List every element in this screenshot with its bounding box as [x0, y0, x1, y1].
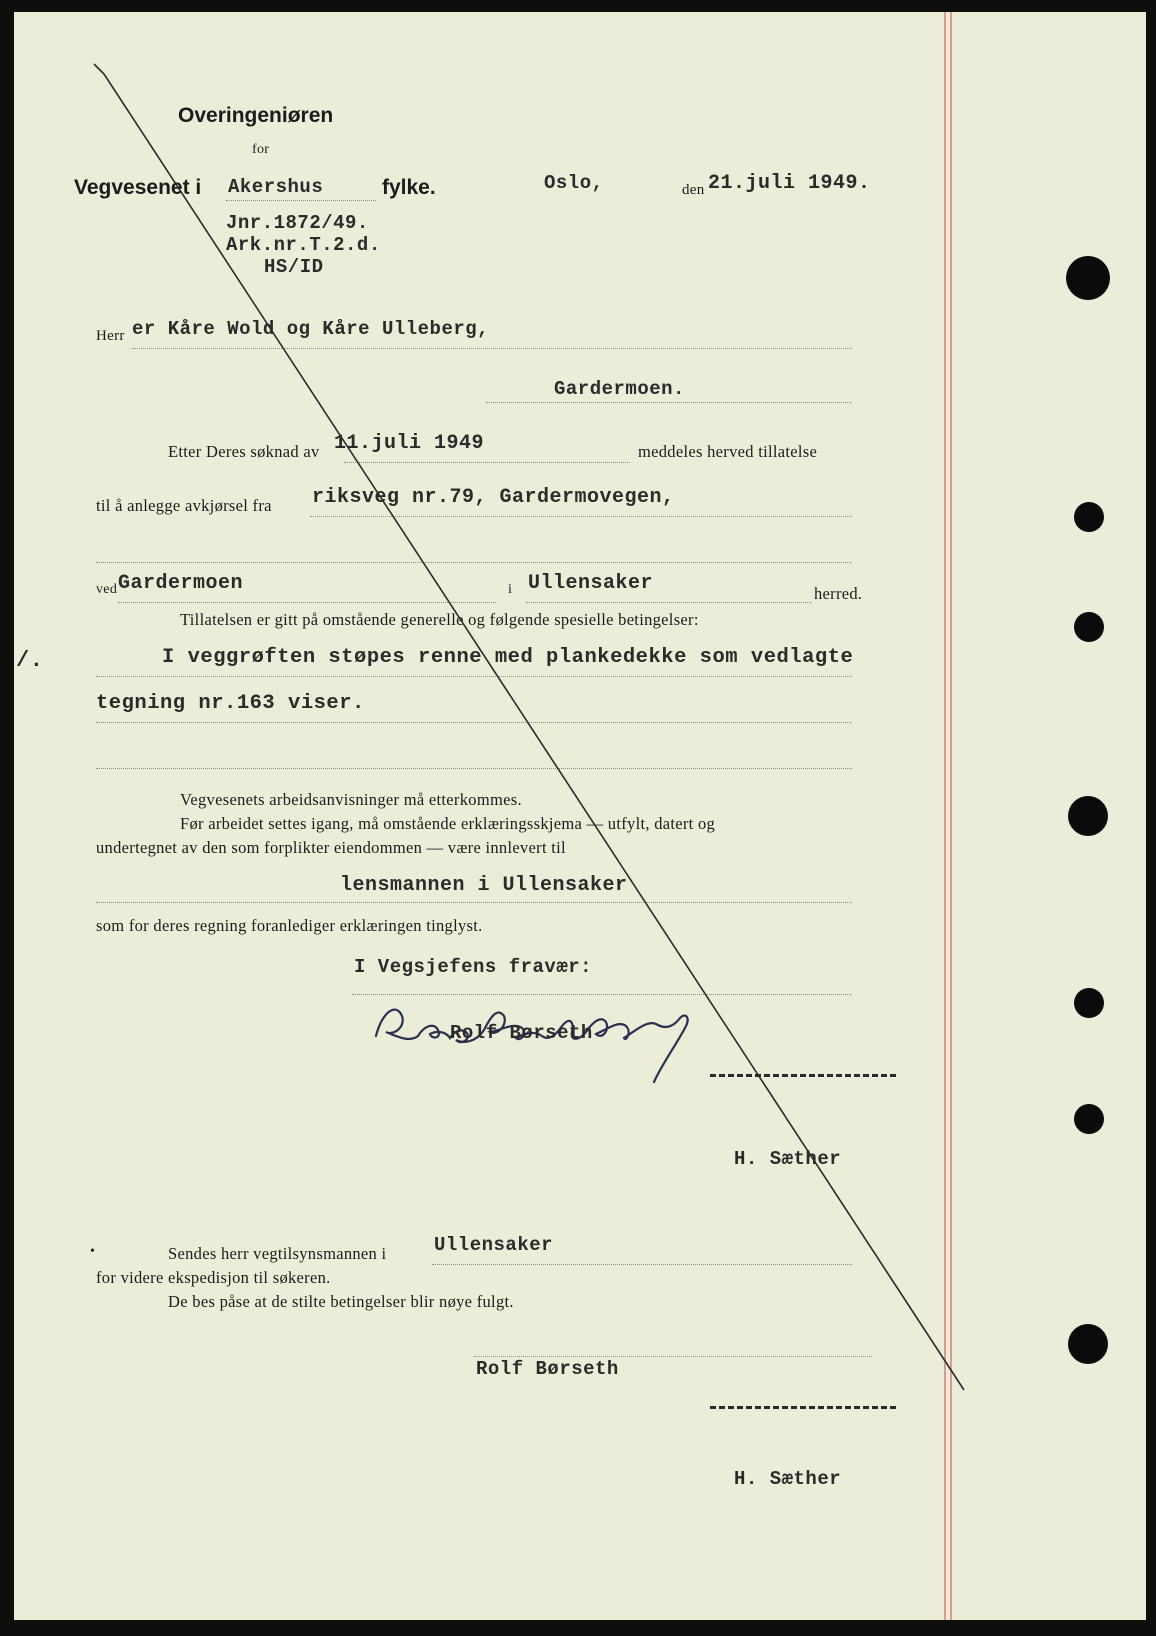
municipality-value: Ullensaker: [528, 572, 654, 595]
punch-hole: [1068, 1324, 1108, 1364]
address-dotted-line: [486, 402, 852, 403]
for-label: for: [252, 142, 270, 157]
condition-line-1: I veggrøften støpes renne med plankedekke som vedlagte: [162, 646, 854, 669]
den-label: den: [682, 182, 705, 198]
letter-date: 21.juli 1949.: [708, 172, 871, 195]
ved-dotted-line: [118, 602, 496, 603]
municipality-dotted-line: [526, 602, 812, 603]
signer-name-1: Rolf Børseth: [450, 1022, 593, 1044]
herred-label: herred.: [814, 584, 863, 603]
road-dotted-line: [310, 516, 852, 517]
margin-mark: /.: [16, 648, 44, 673]
punch-hole: [1074, 988, 1104, 1018]
punch-hole: [1068, 796, 1108, 836]
recipient-address: Gardermoen.: [554, 378, 685, 400]
registration-line: som for deres regning foranlediger erklæringen tinglyst.: [96, 916, 483, 935]
i-label: i: [508, 582, 513, 597]
absence-note: I Vegsjefens fravær:: [354, 956, 593, 978]
document-page: [14, 12, 1146, 1620]
recipient-name: er Kåre Wold og Kåre Ulleberg,: [132, 318, 490, 340]
ved-place: Gardermoen: [118, 572, 244, 595]
archive-number: Ark.nr.T.2.d.: [226, 234, 381, 256]
punch-hole: [1074, 502, 1104, 532]
condition-dotted-line-1: [96, 676, 852, 677]
forwarding-dotted-line: [432, 1264, 852, 1265]
county-value: Akershus: [228, 176, 324, 198]
forwarding-line-2: for videre ekspedisjon til søkeren.: [96, 1268, 331, 1287]
road-value: riksveg nr.79, Gardermovegen,: [312, 486, 675, 509]
punch-hole: [1074, 612, 1104, 642]
signature-rule-1: [710, 1074, 896, 1077]
journal-number: Jnr.1872/49.: [226, 212, 369, 234]
application-prefix: Etter Deres søknad av: [168, 442, 320, 461]
margin-rule-left: [944, 12, 946, 1620]
deliver-to: lensmannen i Ullensaker: [340, 874, 628, 897]
deliver-dotted-line: [96, 902, 852, 903]
conditions-intro: Tillatelsen er gitt på omstående generelle og følgende spesielle betingelser:: [180, 610, 699, 629]
signature-dotted-line: [352, 994, 852, 995]
vegvesenet-label: Vegvesenet i: [74, 176, 202, 199]
instructions-line-3: undertegnet av den som forplikter eiendommen — være innlevert til: [96, 838, 566, 857]
instructions-line-2: Før arbeidet settes igang, må omstående erklæringsskjema — utfylt, datert og: [180, 814, 716, 833]
permission-text: meddeles herved tillatelse: [638, 442, 818, 461]
initials: HS/ID: [264, 256, 324, 278]
place-value: Oslo,: [544, 172, 604, 194]
signer-name-2: Rolf Børseth: [476, 1358, 619, 1380]
condition-line-2: tegning nr.163 viser.: [96, 692, 365, 715]
signature-rule-2: [710, 1406, 896, 1409]
county-dotted-line: [226, 200, 376, 201]
application-dotted-line: [344, 462, 630, 463]
application-date: 11.juli 1949: [334, 432, 485, 455]
blank-dotted-line: [96, 562, 852, 563]
forwarding-line-3: De bes påse at de stilte betingelser blir nøye fulgt.: [168, 1292, 514, 1311]
cosigner-name-1: H. Sæther: [734, 1148, 842, 1170]
ved-label: ved: [96, 582, 118, 597]
condition-dotted-line-3: [96, 768, 852, 769]
recipient-dotted-line: [132, 348, 852, 349]
forwarding-line-1-prefix: Sendes herr vegtilsynsmannen i: [168, 1244, 387, 1263]
instructions-line-1: Vegvesenets arbeidsanvisninger må etterkommes.: [180, 790, 522, 809]
office-title: Overingeniøren: [178, 104, 334, 127]
bullet-mark: •: [90, 1244, 96, 1259]
punch-hole: [1066, 256, 1110, 300]
punch-hole: [1074, 1104, 1104, 1134]
herr-label: Herr: [96, 328, 125, 344]
forwarding-place: Ullensaker: [434, 1234, 554, 1256]
condition-dotted-line-2: [96, 722, 852, 723]
margin-rule-right: [950, 12, 952, 1620]
cosigner-name-2: H. Sæther: [734, 1468, 842, 1490]
access-prefix: til å anlegge avkjørsel fra: [96, 496, 272, 515]
signature-dotted-line-2: [474, 1356, 872, 1357]
fylke-label: fylke.: [382, 176, 436, 199]
